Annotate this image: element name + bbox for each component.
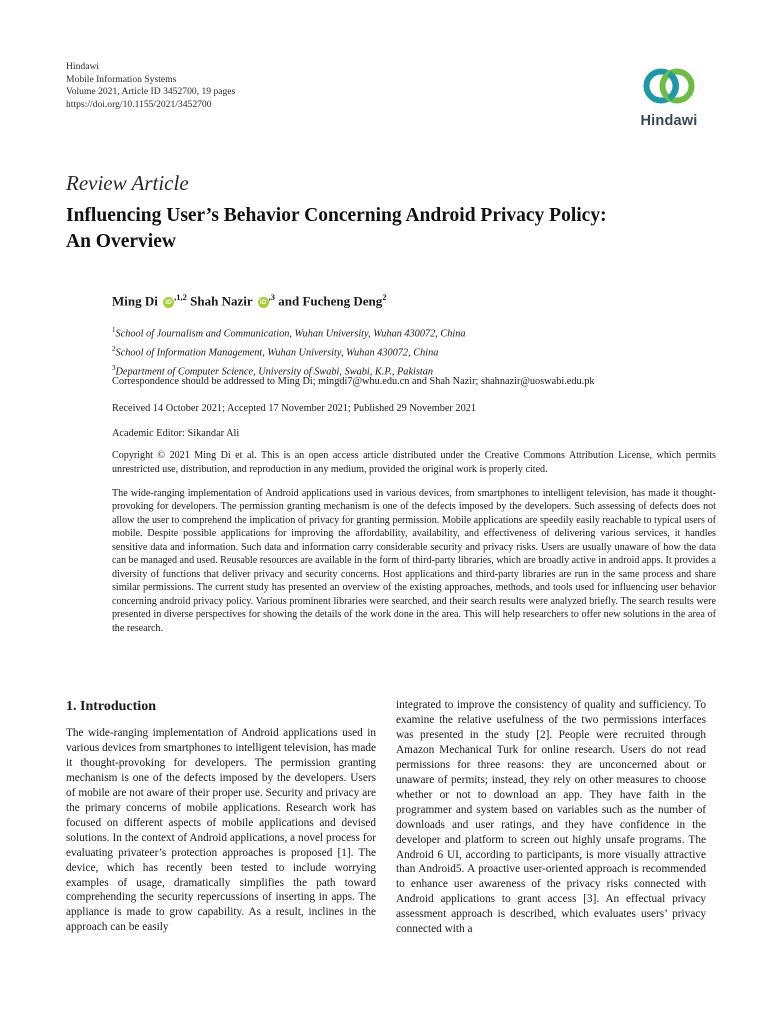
author-affiliation-marker: 2: [382, 292, 387, 302]
affiliation-item: [112, 323, 466, 342]
copyright-notice: Copyright © 2021 Ming Di et al. This is an open access article distributed under the Creative Commons Attribution License, which permits unrestricted use, distribution, and reproduction in any medium, provided the original work is properly cited.: [112, 450, 716, 475]
hindawi-logo: [630, 63, 708, 133]
publication-dates: Received 14 October 2021; Accepted 17 November 2021; Published 29 November 2021: [112, 403, 477, 414]
affiliation-text: School of Information Management, Wuhan University, Wuhan 430072, China: [115, 347, 439, 359]
article-title: [66, 203, 716, 255]
title-line-2: An Overview: [66, 231, 176, 252]
author-affiliation-marker: ,3: [268, 292, 275, 302]
author-name[interactable]: Ming Di: [112, 293, 158, 309]
affiliation-text: Department of Computer Science, University of Swabi, Swabi, K.P., Pakistan: [115, 366, 434, 378]
section-heading: 1. Introduction: [66, 699, 156, 714]
affiliation-number: 1: [112, 326, 116, 334]
hindawi-logo-text: Hindawi: [640, 113, 698, 129]
journal-info: [66, 61, 235, 111]
correspondence: Correspondence should be addressed to Ming Di; mingdi7@whu.edu.cn and Shah Nazir; shahnazir@uoswabi.edu.pk: [112, 376, 595, 387]
author-conjunction: and: [275, 293, 303, 309]
affiliation-number: 2: [112, 344, 116, 353]
affiliation-item: [112, 342, 466, 361]
affiliations: [112, 323, 466, 379]
academic-editor: Academic Editor: Sikandar Ali: [112, 428, 240, 439]
publisher-name: Hindawi: [66, 61, 100, 72]
author-list: [112, 292, 387, 309]
author-name[interactable]: Shah Nazir: [190, 293, 253, 309]
orcid-icon[interactable]: iD: [258, 297, 269, 308]
doi-link[interactable]: https://doi.org/10.1155/2021/3452700: [66, 98, 212, 110]
intro-paragraph-right: integrated to improve the consistency of quality and sufficiency. To examine the relative usefulness of the two permissions interfaces was presented in the study [2]. People were recruited through Amazon Mechanical Turk for online research. Users do not read permissions for three reasons: they are unconcerned about or unaware of permits; instead, they rely on other measures to choose whether or not to download an app. They have faith in the programmer and system based on variables such as the number of downloads and user ratings, and they have confidence in the developer and platform to screen out highly unsafe programs. The Android 6 UI, according to participants, is more visually attractive than Android5. A proactive user-oriented approach is recommended to enhance user awareness of the privacy risks connected with Android applications to grant access [3]. An effectual privacy assessment approach is described, which evaluates users’ privacy connected with a: [396, 699, 706, 936]
article-type: Review Article: [66, 171, 189, 195]
intro-paragraph-left: The wide-ranging implementation of Android applications used in various devices from smartphones to intelligent television, has made it thought-provoking for developers. The permission granting mechanism is one of the defects imposed by the developers. Users of mobile are not aware of their proper use. Security and privacy are the primary concerns of mobile applications. Research work has focused on different aspects of mobile applications and devised solutions. In the context of Android applications, a novel process for evaluating privateer’s protection approaches is proposed [1]. The device, which has recently been tested to include worrying examples of usage, dramatically simplifies the path toward comprehending the security repercussions of inserting in apps. The appliance is made to grow capability. As a result, inclines in the approach can be easily: [66, 727, 376, 934]
affiliation-text: School of Journalism and Communication, Wuhan University, Wuhan 430072, China: [115, 328, 466, 340]
author-affiliation-marker: ,1,2: [174, 292, 187, 302]
author-name[interactable]: Fucheng Deng: [302, 293, 383, 309]
hindawi-logo-icon: [630, 63, 708, 113]
affiliation-number: 3: [112, 363, 116, 372]
abstract: The wide-ranging implementation of Android applications used in various devices, from smartphones to intelligent television, has made it thought-provoking for developers. The permission granting mechanism is one of the defects imposed by the developers. Such assessing of defects does not allow the user to comprehend the implication of privacy for granting permission. Mobile applications are speedily easily reachable to typical users of mobile. Despite possible applications for improving the affordability, availability, and effectiveness of delivering various services, it handles sensitive data and information. Such data and information carry considerable security and privacy risks. Users are usually unaware of how the data can be managed and used. Reusable resources are available in the form of third-party libraries, which are broadly active in android apps. It provides a diversity of functions that deliver privacy and security concerns. Host applications and third-party libraries are run in the same process and share similar permissions. The current study has presented an overview of the existing approaches, methods, and tools used for influencing user behavior concerning android privacy policy. Various prominent libraries were searched, and their search results were analyzed briefly. The search results were presented in diverse perspectives for showing the details of the work done in the area. This will help researchers to offer new solutions in the area of the research.: [112, 488, 716, 634]
title-line-1: Influencing User’s Behavior Concerning Android Privacy Policy:: [66, 205, 607, 226]
orcid-icon[interactable]: iD: [163, 297, 174, 308]
volume-info: Volume 2021, Article ID 3452700, 19 pages: [66, 86, 236, 98]
journal-name: Mobile Information Systems: [66, 73, 177, 85]
